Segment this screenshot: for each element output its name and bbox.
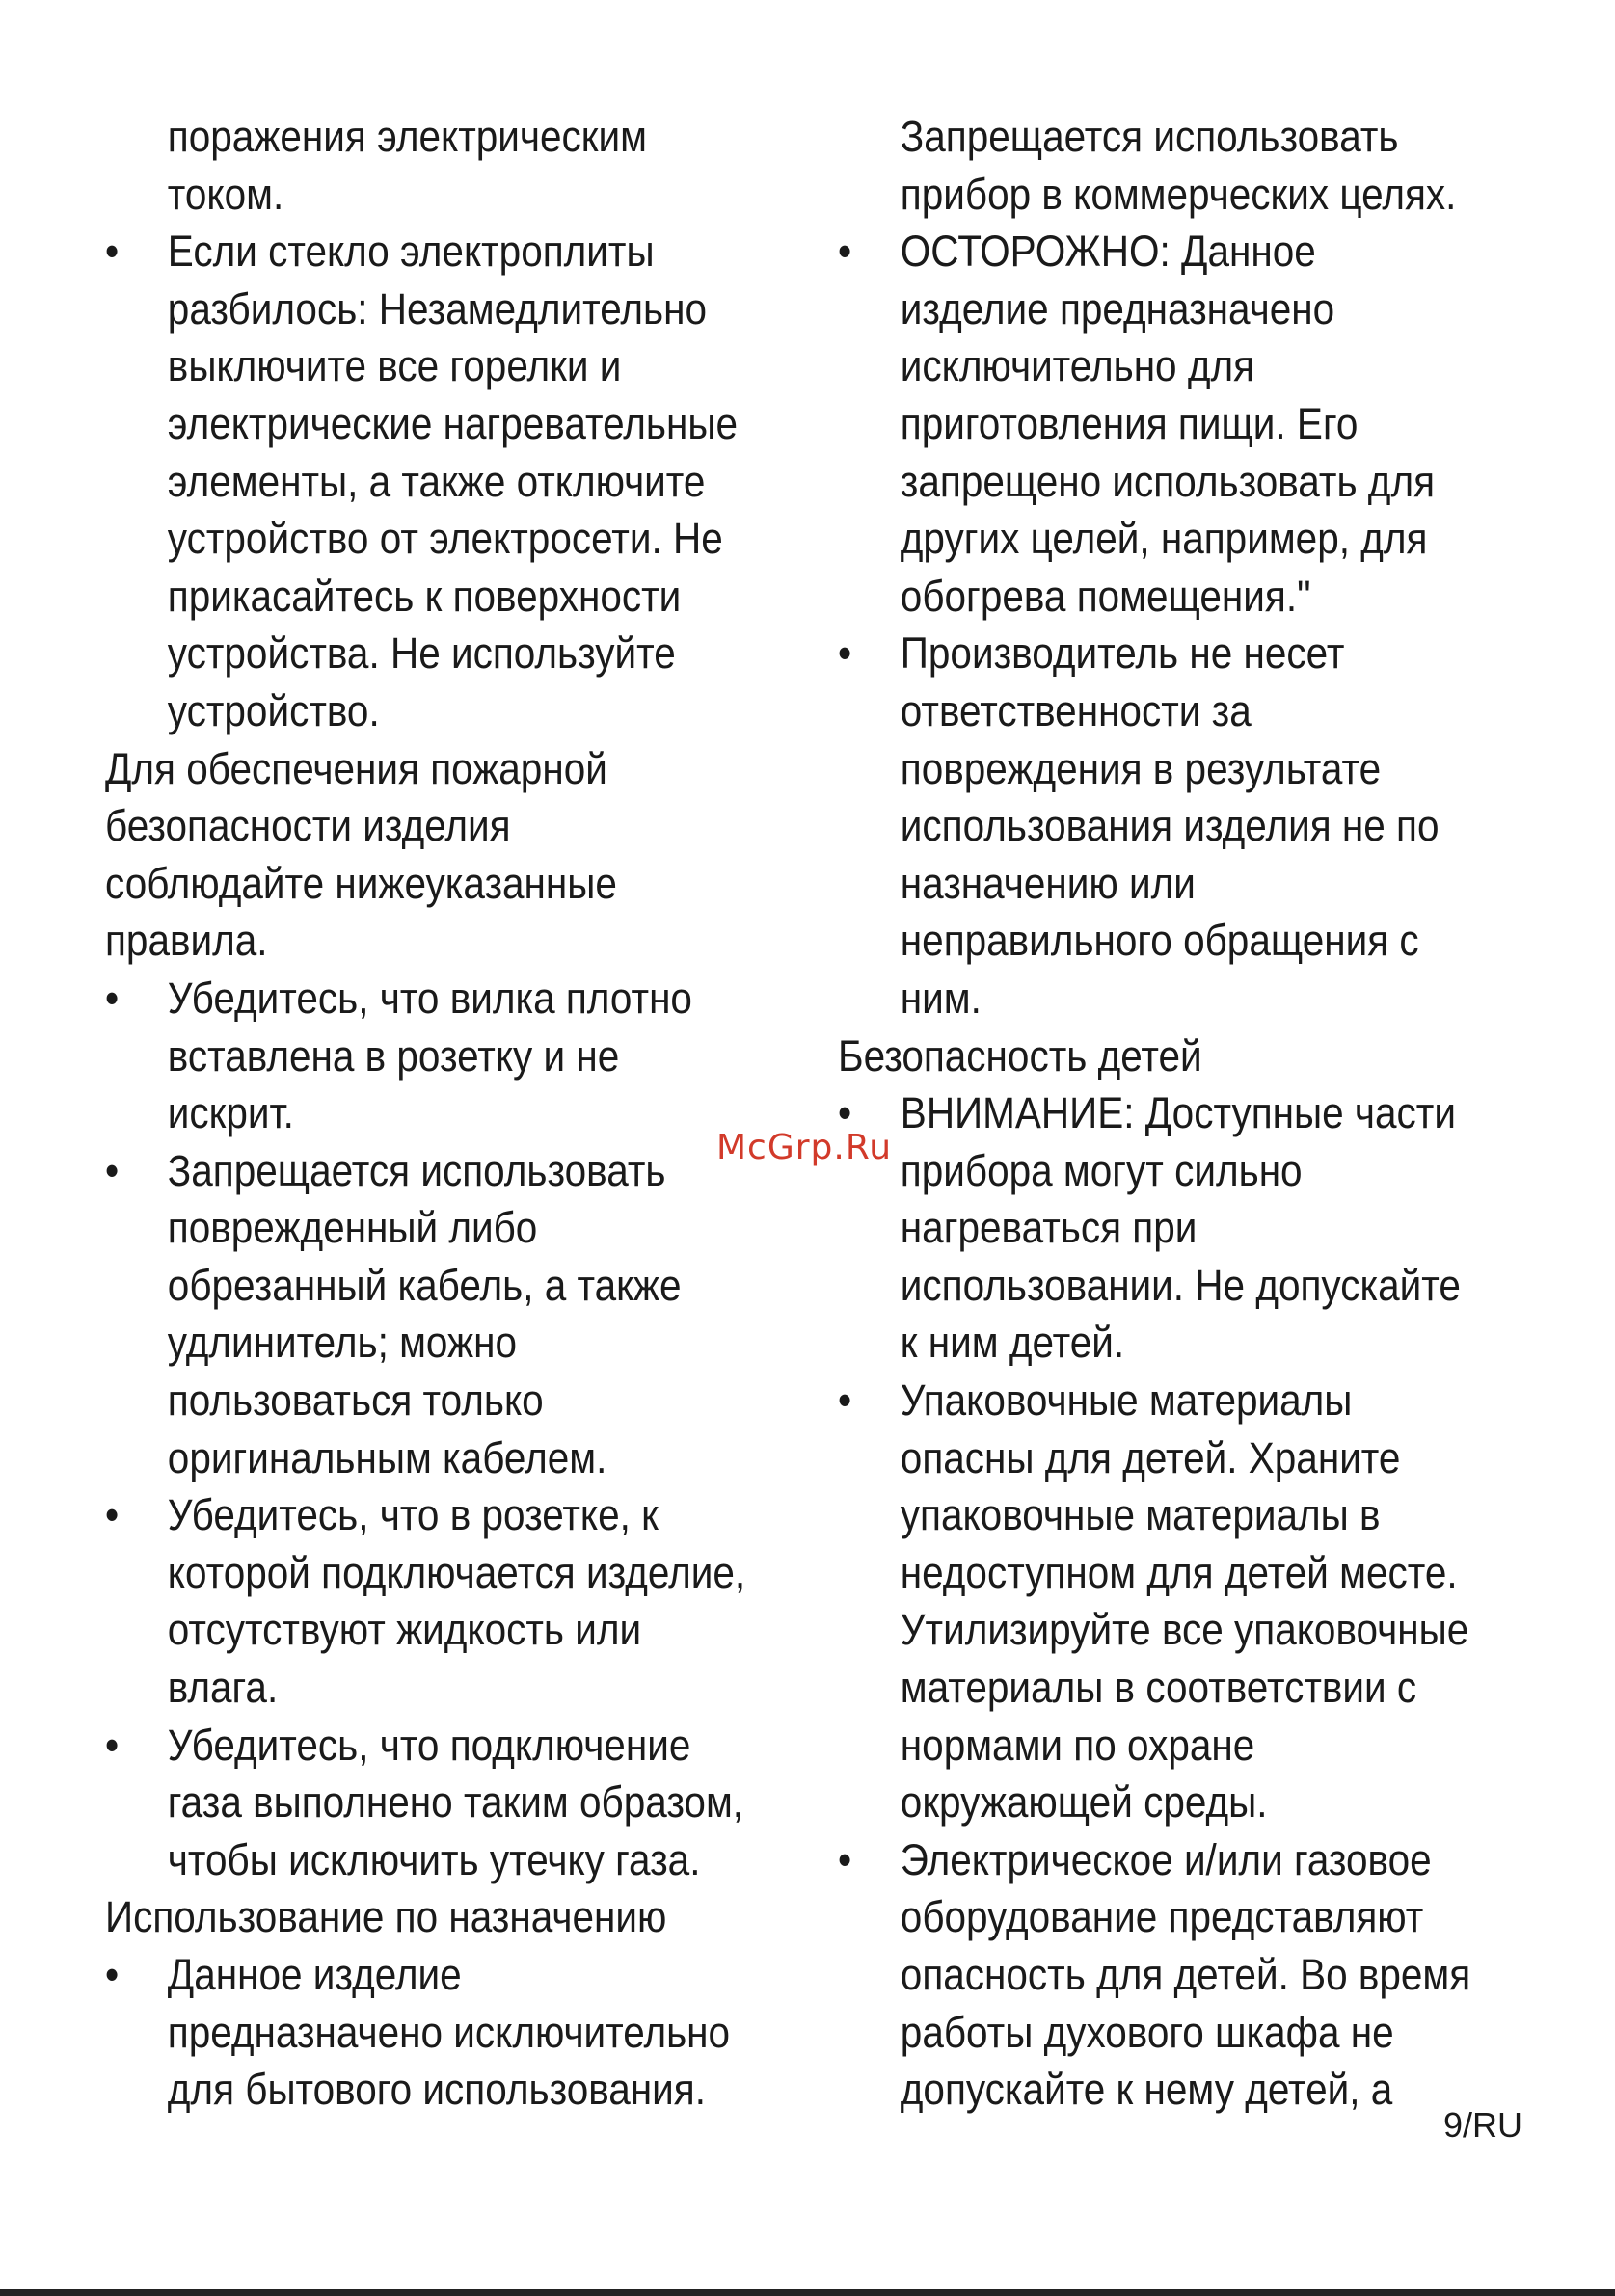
bottom-border: [0, 2289, 1615, 2296]
text-line: неправильного обращения с: [900, 916, 1419, 966]
right-continuation: [838, 108, 1549, 223]
text-line: чтобы исключить утечку газа.: [167, 1834, 701, 1884]
bullet-item-plug: [105, 970, 804, 1142]
bullet-glyph: •: [105, 1145, 120, 1195]
text-line: прибор в коммерческих целях.: [900, 169, 1457, 219]
text-line: газа выполнено таким образом,: [167, 1777, 744, 1828]
text-line: повреждения в результате: [900, 743, 1382, 793]
bullet-glyph: •: [838, 227, 852, 277]
bullet-item-packaging: [838, 1372, 1549, 1831]
text-line: нагреваться при: [900, 1203, 1198, 1253]
text-line: материалы в соответствии с: [900, 1663, 1417, 1713]
text-line: Данное изделие: [167, 1950, 462, 1999]
text-line: Электрическое и/или газовое: [900, 1834, 1432, 1884]
bullet-glyph: •: [105, 227, 120, 277]
text-line: недоступном для детей месте.: [900, 1547, 1458, 1597]
section-heading-intended-use: Использование по назначению: [105, 1892, 667, 1942]
text-line: безопасности изделия: [105, 801, 511, 851]
text-line: Убедитесь, что в розетке, к: [167, 1490, 659, 1540]
page-number: 9/RU: [1443, 2105, 1523, 2145]
bullet-glyph: •: [105, 1720, 120, 1770]
text-line: Убедитесь, что вилка плотно: [167, 973, 692, 1023]
text-line: устройства. Не используйте: [167, 628, 676, 679]
bullet-item-socket-moisture: [105, 1486, 804, 1716]
bullet-item-hot-parts: [838, 1084, 1549, 1372]
text-line: Утилизируйте все упаковочные: [900, 1605, 1469, 1655]
bullet-glyph: •: [838, 1088, 852, 1138]
text-line: током.: [167, 169, 284, 219]
bullet-item-electrical-gas-danger: [838, 1831, 1549, 2119]
bullet-item-manufacturer-liability: [838, 625, 1549, 1027]
text-line: ответственности за: [900, 685, 1252, 735]
bullet-glyph: •: [838, 1834, 852, 1884]
bullet-glyph: •: [838, 1375, 852, 1426]
text-line: Для обеспечения пожарной: [105, 743, 607, 793]
bullet-item-broken-glass: [105, 223, 804, 739]
text-line: прикасайтесь к поверхности: [167, 571, 682, 621]
bullet-glyph: •: [838, 628, 852, 679]
text-line: Если стекло электроплиты: [167, 227, 655, 277]
bullet-glyph: •: [105, 973, 120, 1023]
text-line: элементы, а также отключите: [167, 456, 706, 506]
text-line: Производитель не несет: [900, 628, 1345, 679]
text-line: нормами по охране: [900, 1720, 1255, 1770]
text-line: для бытового использования.: [167, 2065, 706, 2115]
bullet-item-household-use: [105, 1946, 804, 2119]
text-line: приготовления пищи. Его: [900, 398, 1359, 448]
text-line: работы духового шкафа не: [900, 2007, 1394, 2057]
bullet-glyph: •: [105, 1490, 120, 1540]
bullet-item-cable: [105, 1142, 804, 1487]
fire-safety-intro: [105, 740, 804, 970]
text-line: устройство.: [167, 685, 380, 735]
text-line: ВНИМАНИЕ: Доступные части: [900, 1088, 1456, 1138]
text-line: пользоваться только: [167, 1375, 544, 1426]
text-line: которой подключается изделие,: [167, 1547, 746, 1597]
text-line: поражения электрическим: [167, 112, 647, 161]
text-line: изделие предназначено: [900, 283, 1335, 334]
text-line: других целей, например, для: [900, 514, 1428, 564]
section-heading-child-safety: Безопасность детей: [838, 1030, 1202, 1081]
left-continuation: [105, 108, 804, 223]
text-line: ОСТОРОЖНО: Данное: [900, 227, 1316, 277]
text-line: поврежденный либо: [167, 1203, 538, 1253]
text-line: отсутствуют жидкость или: [167, 1605, 642, 1655]
text-line: соблюдайте нижеуказанные: [105, 858, 617, 908]
text-line: использовании. Не допускайте: [900, 1260, 1461, 1310]
text-line: окружающей среды.: [900, 1777, 1268, 1828]
text-line: к ним детей.: [900, 1318, 1125, 1368]
text-line: обрезанный кабель, а также: [167, 1260, 682, 1310]
text-line: ним.: [900, 973, 982, 1023]
text-line: правила.: [105, 916, 268, 966]
bullet-item-cooking-only: [838, 223, 1549, 625]
text-line: устройство от электросети. Не: [167, 514, 723, 564]
text-line: разбилось: Незамедлительно: [167, 283, 708, 334]
text-line: опасность для детей. Во время: [900, 1950, 1471, 1999]
text-line: исключительно для: [900, 341, 1255, 391]
text-line: электрические нагревательные: [167, 398, 739, 448]
left-column: [105, 108, 804, 2119]
text-line: допускайте к нему детей, а: [900, 2065, 1393, 2115]
text-line: Запрещается использовать: [167, 1145, 666, 1195]
text-line: выключите все горелки и: [167, 341, 622, 391]
text-line: упаковочные материалы в: [900, 1490, 1381, 1540]
text-line: оборудование представляют: [900, 1892, 1424, 1942]
text-line: прибора могут сильно: [900, 1145, 1303, 1195]
text-line: оригинальным кабелем.: [167, 1432, 607, 1482]
text-line: обогрева помещения.": [900, 571, 1311, 621]
text-line: Убедитесь, что подключение: [167, 1720, 691, 1770]
text-line: удлинитель; можно: [167, 1318, 517, 1368]
text-line: влага.: [167, 1663, 279, 1713]
text-line: вставлена в розетку и не: [167, 1030, 620, 1081]
text-line: запрещено использовать для: [900, 456, 1436, 506]
text-line: предназначено исключительно: [167, 2007, 731, 2057]
text-line: Упаковочные материалы: [900, 1375, 1353, 1426]
text-line: Запрещается использовать: [900, 112, 1399, 161]
text-line: назначению или: [900, 858, 1196, 908]
text-line: искрит.: [167, 1088, 294, 1138]
text-line: использования изделия не по: [900, 801, 1440, 851]
watermark: McGrp.Ru: [716, 1128, 893, 1167]
text-line: опасны для детей. Храните: [900, 1432, 1401, 1482]
bullet-item-gas-connection: [105, 1717, 804, 1889]
bullet-glyph: •: [105, 1950, 120, 1999]
right-column: [838, 108, 1549, 2119]
